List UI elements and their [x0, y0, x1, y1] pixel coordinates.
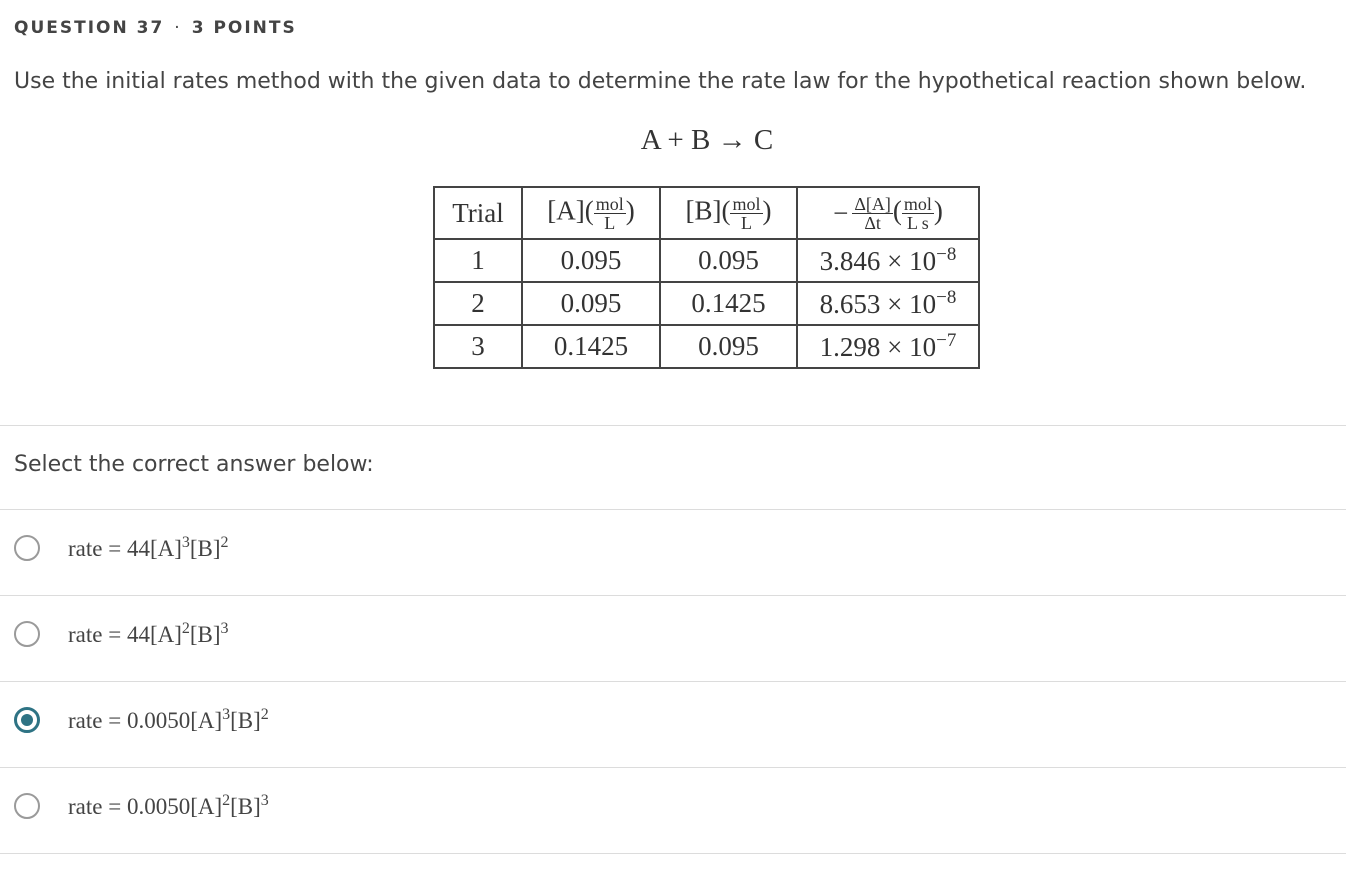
cell-a: 0.1425	[522, 325, 660, 368]
question-prompt: Use the initial rates method with the given data to determine the rate law for the hypothetical reaction shown below.	[14, 69, 1307, 94]
option-divider	[0, 853, 1346, 854]
header-rate: − $\frac{\Delta[A]}{\Delta t}$ ( $\frac{\text{mol}}{\text{L s}}$ )	[797, 187, 979, 239]
select-answer-label: Select the correct answer below:	[14, 452, 374, 477]
header-concentration-b: [B]( $\frac{\text{mol}}{L}$ )	[660, 187, 797, 239]
answer-option-3[interactable]	[0, 682, 1346, 766]
answer-text: rate = $44[A]^3[B]^2$	[68, 534, 229, 561]
cell-rate: $1.298 \times 10^{-7}$	[797, 325, 979, 368]
radio-button[interactable]	[14, 793, 40, 819]
cell-b: 0.1425	[660, 282, 797, 325]
table-row	[434, 282, 979, 325]
table-row	[434, 239, 979, 282]
unit-fraction: $\frac{\text{mol}}{L}$	[732, 193, 761, 233]
table-row	[434, 325, 979, 368]
header-separator: ·	[174, 18, 182, 38]
table-header-row	[434, 187, 979, 239]
question-points: 3 POINTS	[191, 18, 297, 38]
cell-trial: 2	[434, 282, 522, 325]
rate-unit-fraction: $\frac{\text{mol}}{\text{L s}}$	[903, 193, 932, 233]
reaction-equation: A + B → C	[640, 124, 774, 156]
initial-rates-table	[433, 186, 980, 369]
question-number: QUESTION 37	[14, 18, 165, 38]
section-divider	[0, 425, 1346, 426]
answer-option-1[interactable]	[0, 510, 1346, 594]
cell-b: 0.095	[660, 325, 797, 368]
answer-option-2[interactable]	[0, 596, 1346, 680]
header-concentration-a: [A]( $\frac{\text{mol}}{L}$ )	[522, 187, 660, 239]
cell-a: 0.095	[522, 239, 660, 282]
cell-b: 0.095	[660, 239, 797, 282]
cell-rate: $8.653 \times 10^{-8}$	[797, 282, 979, 325]
rate-fraction: $\frac{\Delta[A]}{\Delta t}$	[854, 193, 891, 233]
answer-option-4[interactable]	[0, 768, 1346, 852]
cell-trial: 3	[434, 325, 522, 368]
radio-button-selected[interactable]	[14, 707, 40, 733]
radio-button[interactable]	[14, 535, 40, 561]
cell-a: 0.095	[522, 282, 660, 325]
answer-text: rate = $44[A]^2[B]^3$	[68, 620, 229, 647]
answer-text: rate = $0.0050[A]^2[B]^3$	[68, 792, 269, 819]
radio-button[interactable]	[14, 621, 40, 647]
header-trial: Trial	[434, 187, 522, 239]
answer-text: rate = $0.0050[A]^3[B]^2$	[68, 706, 269, 733]
cell-rate: $3.846 \times 10^{-8}$	[797, 239, 979, 282]
unit-fraction: $\frac{\text{mol}}{L}$	[595, 193, 624, 233]
cell-trial: 1	[434, 239, 522, 282]
question-header	[14, 18, 297, 38]
